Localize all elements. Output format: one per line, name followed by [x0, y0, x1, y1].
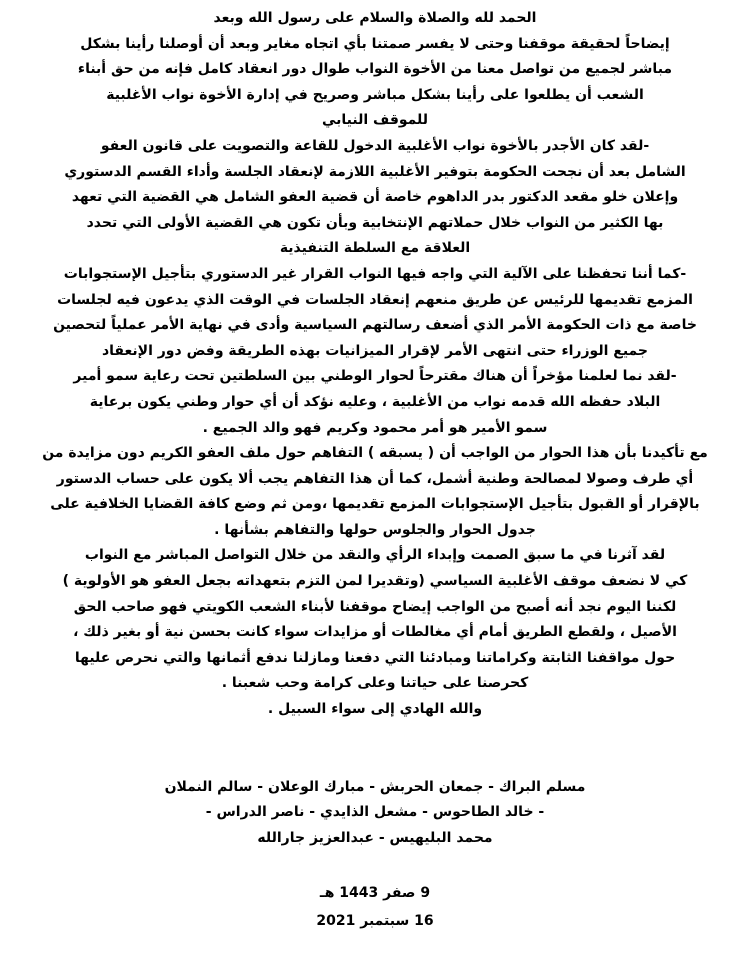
statement-line: كحرصنا على حياتنا وعلى كرامة وحب شعبنا . — [221, 675, 529, 692]
statement-line: خاصة مع ذات الحكومة الأمر الذي أضعف رسالتهم السياسية وأدى في نهاية الأمر عملياً لتحصين — [53, 317, 697, 334]
statement-line: العلاقة مع السلطة التنفيذية — [279, 240, 471, 257]
signatory-line: - خالد الطاحوس - مشعل الذايدي - ناصر الدراس - — [205, 804, 545, 821]
statement-line: إيضاحاً لحقيقة موقفنا وحتى لا يفسر صمتنا بأي اتجاه مغاير وبعد أن أوصلنا رأينا بشكل — [80, 35, 670, 52]
statement-line: الشامل بعد أن نجحت الحكومة بتوفير الأغلبية اللازمة لإنعقاد الجلسة وأداء القسم الدستوري — [64, 163, 686, 180]
signatories-list — [22, 775, 728, 852]
statement-line: مباشر لجميع من تواصل معنا من الأخوة النواب طوال دور انعقاد كامل فإنه من حق أبناء — [77, 61, 673, 78]
statement-body — [22, 6, 728, 723]
statement-line: لكننا اليوم نجد أنه أصبح من الواجب إيضاح موقفنا لأبناء الشعب الكويتي فهو صاحب الحق — [73, 598, 677, 615]
date-block — [0, 879, 750, 935]
statement-line: جدول الحوار والجلوس حولها والتفاهم بشأنها . — [214, 521, 536, 538]
statement-line: وإعلان خلو مقعد الدكتور بدر الداهوم خاصة أن قضية العفو الشامل هي القضية التي تعهد — [71, 189, 679, 206]
closing-line: والله الهادي إلى سواء السبيل . — [267, 701, 483, 718]
statement-line: مع تأكيدنا بأن هذا الحوار من الواجب أن ( يسبقه ) التفاهم حول ملف العفو الكريم دون مزايدة من — [42, 445, 708, 462]
signatory-line: مسلم البراك - جمعان الحربش - مبارك الوعلان - سالم النملان — [164, 778, 586, 795]
statement-line: الأصيل ، ولقطع الطريق أمام أي مغالطات أو مزايدات سواء كانت بحسن نية أو بغير ذلك ، — [73, 624, 677, 641]
statement-line: كي لا نضعف موقف الأغلبية السياسي (وتقديرا لمن التزم بتعهداته بجعل العفو هو الأولوية ) — [62, 573, 688, 590]
statement-line: -لقد نما لعلمنا مؤخراً أن هناك مقترحاً لحوار الوطني بين السلطتين تحت رعاية سمو أمير — [73, 368, 677, 385]
signatory-line: محمد البليهيس - عبدالعزيز جارالله — [257, 829, 493, 846]
statement-line: سمو الأمير هو أمر محمود وكريم فهو والد الجميع . — [202, 419, 548, 436]
gregorian-date: 16 سبتمبر 2021 — [316, 913, 434, 929]
statement-line: أي طرف وصولا لمصالحة وطنية أشمل، كما أن هذا التفاهم يجب ألا يكون على حساب الدستور — [56, 470, 694, 487]
statement-line: بها الكثير من النواب خلال حملاتهم الإنتخابية وبأن تكون هي القضية الأولى التي تحدد — [86, 214, 664, 231]
hijri-date: 9 صفر 1443 هـ — [319, 885, 431, 901]
statement-line: -كما أننا تحفظنا على الآلية التي واجه فيها النواب القرار غير الدستوري بتأجيل الإستجوابات — [63, 265, 687, 282]
statement-line: بالإقرار أو القبول بتأجيل الإستجوابات المزمع تقديمها ،ومن ثم وضع كافة القضايا الخلافية على — [50, 496, 700, 513]
statement-line: حول مواقفنا الثابتة وكراماتنا ومبادئنا التي دفعنا ومازلنا ندفع أثمانها والتي نحرص عليها — [74, 649, 676, 666]
statement-line: الشعب أن يطلعوا على رأينا بشكل مباشر وصريح في إدارة الأخوة نواب الأغلبية — [106, 86, 644, 103]
statement-line: المزمع تقديمها للرئيس عن طريق منعهم إنعقاد الجلسات في الوقت الذي يدعون فيه لجلسات — [57, 291, 693, 308]
statement-line: لقد آثرنا في ما سبق الصمت وإبداء الرأي والنقد من خلال التواصل المباشر مع النواب — [84, 547, 666, 564]
statement-line: للموقف النيابي — [321, 112, 428, 129]
statement-line: البلاد حفظه الله قدمه نواب من الأغلبية ، وعليه نؤكد أن أي حوار وطني يكون برعاية — [89, 393, 661, 410]
statement-line: -لقد كان الأجدر بالأخوة نواب الأغلبية الدخول للقاعة والتصويت على قانون العفو — [100, 137, 650, 154]
statement-line: جميع الوزراء حتى انتهى الأمر لإقرار الميزانيات بهذه الطريقة وفض دور الإنعقاد — [101, 342, 649, 359]
statement-line: الحمد لله والصلاة والسلام على رسول الله وبعد — [213, 10, 537, 26]
